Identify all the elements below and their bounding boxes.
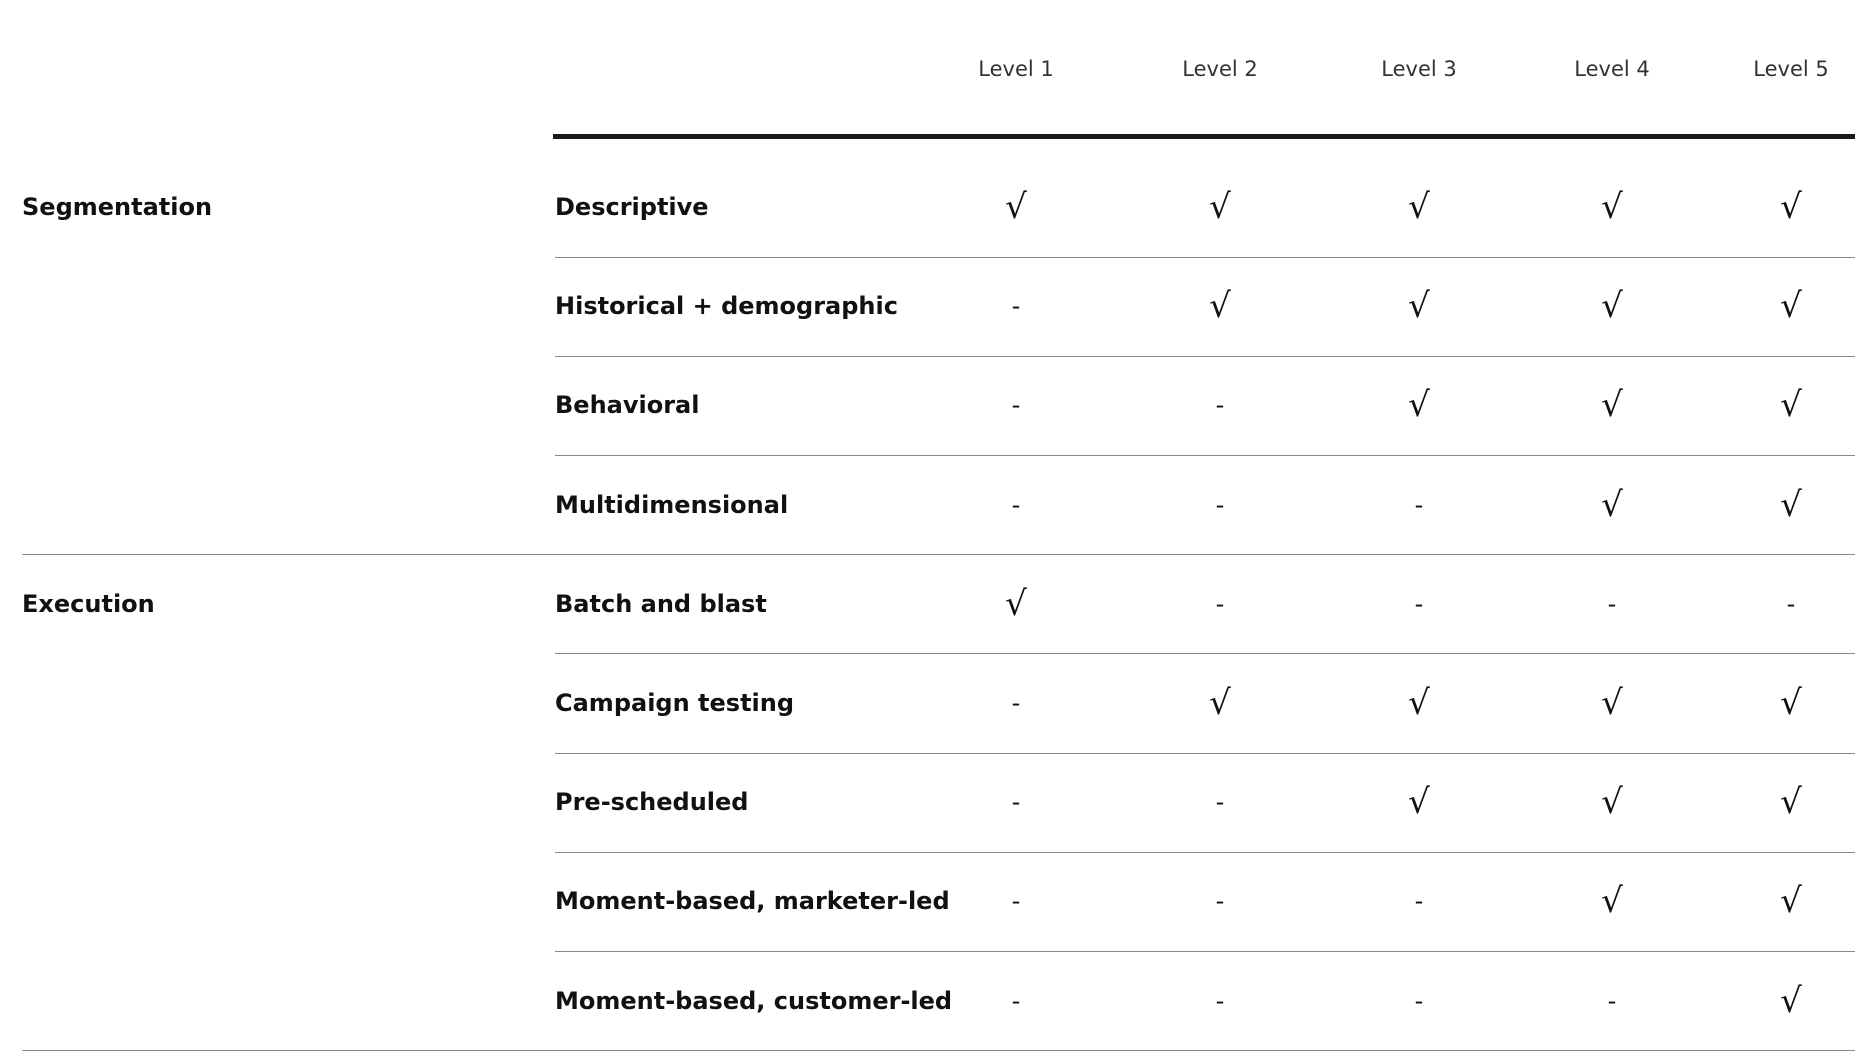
capability-label: Moment-based, customer-led xyxy=(555,986,953,1015)
dash-icon: - xyxy=(1011,887,1021,916)
capability-label: Behavioral xyxy=(555,391,700,420)
group-label-execution: Execution xyxy=(22,589,155,618)
dash-icon: - xyxy=(1414,887,1424,916)
row-divider xyxy=(555,455,1855,456)
check-icon: √ xyxy=(1780,385,1802,426)
dash-icon: - xyxy=(1215,788,1225,817)
row-divider xyxy=(555,257,1855,258)
row-divider xyxy=(555,356,1855,357)
dash-icon: - xyxy=(1414,986,1424,1015)
dash-icon: - xyxy=(1414,490,1424,519)
check-icon: √ xyxy=(1780,881,1802,922)
capability-label: Multidimensional xyxy=(555,490,789,519)
row-divider xyxy=(555,951,1855,952)
level-header-5: Level 5 xyxy=(1753,57,1829,81)
dash-icon: - xyxy=(1011,689,1021,717)
capability-label: Descriptive xyxy=(555,193,709,221)
capability-label: Pre-scheduled xyxy=(555,788,749,817)
check-icon: √ xyxy=(1209,286,1231,327)
check-icon: √ xyxy=(1601,881,1623,922)
capability-label: Historical + demographic xyxy=(555,292,898,321)
check-icon: √ xyxy=(1780,980,1802,1021)
dash-icon: - xyxy=(1011,292,1021,321)
check-icon: √ xyxy=(1408,782,1430,823)
check-icon: √ xyxy=(1601,385,1623,426)
dash-icon: - xyxy=(1786,589,1796,618)
check-icon: √ xyxy=(1780,286,1802,327)
capability-label: Batch and blast xyxy=(555,589,767,618)
level-header-4: Level 4 xyxy=(1574,57,1650,81)
check-icon: √ xyxy=(1408,286,1430,327)
dash-icon: - xyxy=(1215,589,1225,618)
check-icon: √ xyxy=(1601,484,1623,525)
dash-icon: - xyxy=(1215,986,1225,1015)
capability-label: Moment-based, marketer-led xyxy=(555,887,950,916)
check-icon: √ xyxy=(1005,187,1027,227)
check-icon: √ xyxy=(1209,683,1231,723)
header-divider xyxy=(553,134,1855,139)
check-icon: √ xyxy=(1601,782,1623,823)
check-icon: √ xyxy=(1005,583,1027,624)
level-header-2: Level 2 xyxy=(1182,57,1258,81)
dash-icon: - xyxy=(1215,887,1225,916)
check-icon: √ xyxy=(1408,187,1430,227)
dash-icon: - xyxy=(1011,986,1021,1015)
group-divider xyxy=(22,554,1855,555)
level-header-1: Level 1 xyxy=(978,57,1054,81)
dash-icon: - xyxy=(1215,391,1225,420)
dash-icon: - xyxy=(1607,986,1617,1015)
capability-label: Campaign testing xyxy=(555,689,795,717)
check-icon: √ xyxy=(1601,683,1623,723)
row-divider xyxy=(555,753,1855,754)
check-icon: √ xyxy=(1780,187,1802,227)
check-icon: √ xyxy=(1408,683,1430,723)
check-icon: √ xyxy=(1601,286,1623,327)
group-label-segmentation: Segmentation xyxy=(22,193,213,221)
check-icon: √ xyxy=(1780,782,1802,823)
dash-icon: - xyxy=(1607,589,1617,618)
dash-icon: - xyxy=(1011,391,1021,420)
check-icon: √ xyxy=(1780,683,1802,723)
check-icon: √ xyxy=(1601,187,1623,227)
check-icon: √ xyxy=(1408,385,1430,426)
row-divider xyxy=(555,852,1855,853)
level-header-3: Level 3 xyxy=(1381,57,1457,81)
dash-icon: - xyxy=(1215,490,1225,519)
check-icon: √ xyxy=(1209,187,1231,227)
dash-icon: - xyxy=(1011,788,1021,817)
row-divider xyxy=(555,653,1855,654)
dash-icon: - xyxy=(1414,589,1424,618)
dash-icon: - xyxy=(1011,490,1021,519)
check-icon: √ xyxy=(1780,484,1802,525)
